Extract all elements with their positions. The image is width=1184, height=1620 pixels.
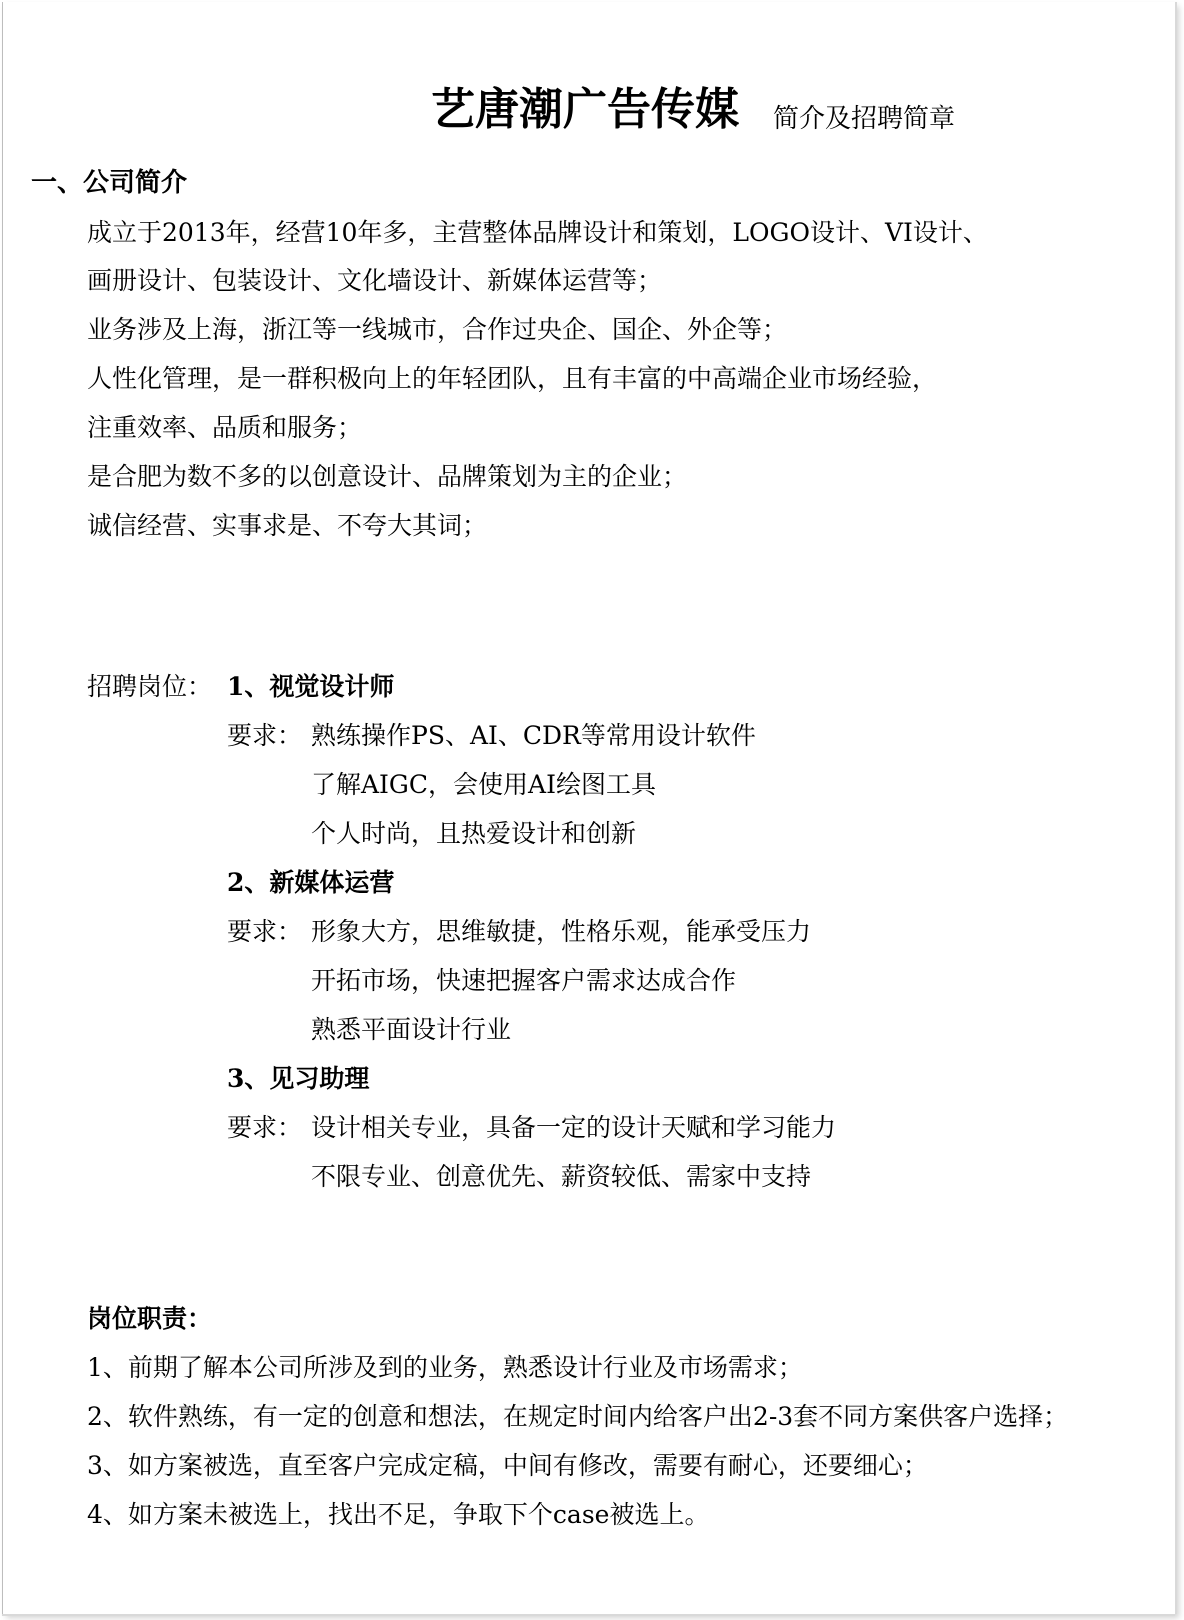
intro-line: 人性化管理，是一群积极向上的年轻团队，且有丰富的中高端企业市场经验，: [87, 364, 938, 393]
requirement-item: 形象大方，思维敏捷，性格乐观，能承受压力: [311, 917, 812, 946]
intro-line: 业务涉及上海，浙江等一线城市，合作过央企、国企、外企等；: [87, 315, 788, 344]
requirement-label: 要求：: [227, 1113, 303, 1142]
duties-heading: 岗位职责：: [87, 1304, 213, 1333]
intro-line: 是合肥为数不多的以创意设计、品牌策划为主的企业；: [87, 462, 688, 491]
intro-line: 成立于2013年，经营10年多，主营整体品牌设计和策划，LOGO设计、VI设计、: [87, 218, 988, 247]
page-subtitle: 简介及招聘简章: [773, 104, 956, 134]
document-page: [2, 2, 1175, 1614]
page-title: 艺唐潮广告传媒: [431, 84, 739, 135]
intro-line: 画册设计、包装设计、文化墙设计、新媒体运营等；: [87, 266, 663, 295]
position-title: 3、见习助理: [227, 1064, 370, 1093]
recruit-label: 招聘岗位：: [87, 672, 213, 701]
requirement-item: 熟悉平面设计行业: [311, 1015, 512, 1044]
requirement-label: 要求：: [227, 721, 303, 750]
requirement-item: 熟练操作PS、AI、CDR等常用设计软件: [311, 721, 756, 750]
requirement-item: 开拓市场，快速把握客户需求达成合作: [311, 966, 737, 995]
intro-heading: 一、公司简介: [31, 168, 188, 198]
duty-item: 3、如方案被选，直至客户完成定稿，中间有修改，需要有耐心，还要细心；: [87, 1451, 928, 1480]
duty-item: 1、前期了解本公司所涉及到的业务，熟悉设计行业及市场需求；: [87, 1353, 803, 1382]
requirement-item: 个人时尚，且热爱设计和创新: [311, 819, 637, 848]
duty-item: 2、软件熟练，有一定的创意和想法，在规定时间内给客户出2-3套不同方案供客户选择；: [87, 1402, 1069, 1431]
intro-line: 注重效率、品质和服务；: [87, 413, 363, 442]
duty-item: 4、如方案未被选上，找出不足，争取下个case被选上。: [87, 1500, 710, 1529]
position-title: 2、新媒体运营: [227, 868, 395, 897]
requirement-item: 不限专业、创意优先、薪资较低、需家中支持: [311, 1162, 812, 1191]
requirement-label: 要求：: [227, 917, 303, 946]
requirement-item: 设计相关专业，具备一定的设计天赋和学习能力: [311, 1113, 837, 1142]
intro-line: 诚信经营、实事求是、不夸大其词；: [87, 511, 488, 540]
position-title: 1、视觉设计师: [227, 672, 395, 701]
requirement-item: 了解AIGC，会使用AI绘图工具: [311, 770, 656, 799]
